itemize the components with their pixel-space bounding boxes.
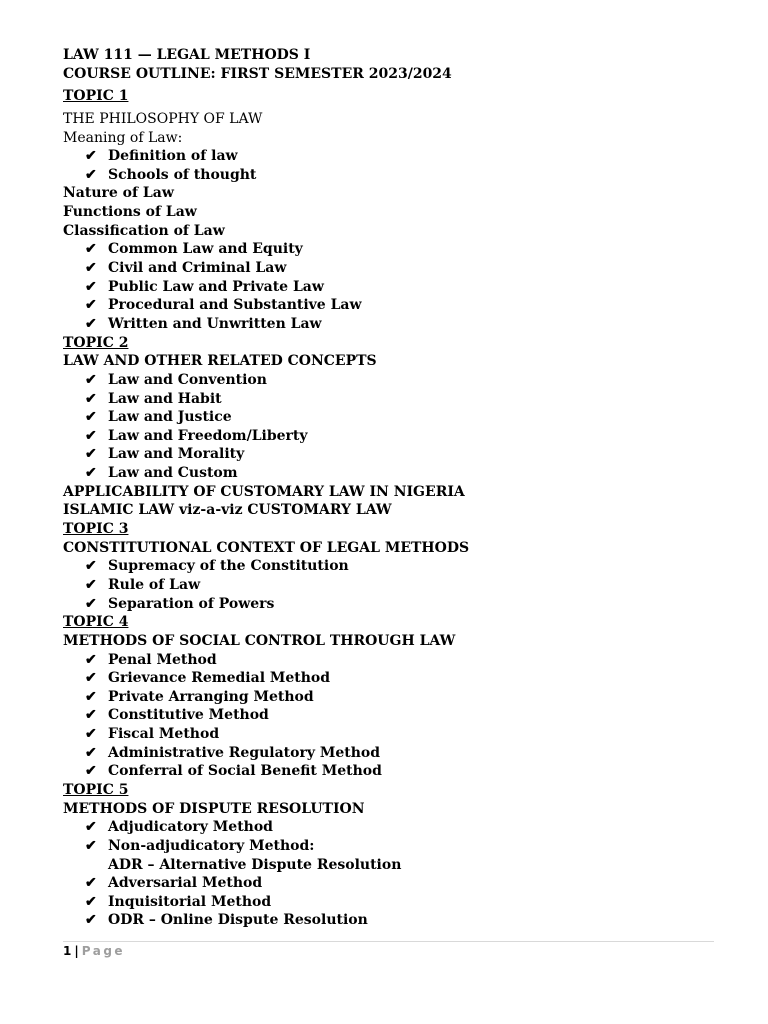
- list-item: ✔ Constitutive Method: [85, 707, 269, 724]
- page-label: Page: [81, 944, 126, 958]
- check-icon: ✔: [85, 390, 97, 407]
- list-item: ✔ Procedural and Substantive Law: [85, 297, 362, 314]
- list-item: ✔ Supremacy of the Constitution: [85, 558, 349, 575]
- topic-4-label: TOPIC 4: [63, 614, 129, 631]
- page-number: 1: [63, 944, 72, 958]
- check-icon: ✔: [85, 670, 97, 687]
- classification-list: [63, 240, 723, 333]
- check-icon: ✔: [85, 278, 97, 295]
- related-concepts-list: [63, 371, 723, 483]
- list-item: ✔ Law and Convention: [85, 371, 267, 388]
- list-item: ✔ Administrative Regulatory Method: [85, 744, 381, 761]
- list-item: ✔ Public Law and Private Law: [85, 278, 324, 295]
- check-icon: ✔: [85, 315, 97, 332]
- check-icon: ✔: [85, 595, 97, 612]
- check-icon: ✔: [85, 875, 97, 892]
- nature-of-law-heading: Nature of Law: [63, 185, 174, 202]
- check-icon: ✔: [85, 837, 97, 854]
- course-subtitle: COURSE OUTLINE: FIRST SEMESTER 2023/2024: [63, 65, 452, 82]
- meaning-of-law-heading: Meaning of Law:: [63, 129, 183, 146]
- check-icon: ✔: [85, 763, 97, 780]
- page-footer: [63, 943, 125, 959]
- list-item: ✔ Law and Custom: [85, 465, 238, 482]
- check-icon: ✔: [85, 688, 97, 705]
- check-icon: ✔: [85, 744, 97, 761]
- list-item-continuation: ADR – Alternative Dispute Resolution: [108, 856, 402, 873]
- list-item: ✔ Civil and Criminal Law: [85, 260, 287, 277]
- check-icon: ✔: [85, 297, 97, 314]
- constitutional-list: [63, 557, 723, 613]
- check-icon: ✔: [85, 912, 97, 929]
- list-item: ✔ Separation of Powers: [85, 595, 275, 612]
- list-item: ✔ Inquisitorial Method: [85, 893, 272, 910]
- list-item: ✔ Adjudicatory Method: [85, 819, 273, 836]
- list-item: ✔ Law and Morality: [85, 446, 245, 463]
- check-icon: ✔: [85, 260, 97, 277]
- list-item: ✔ Penal Method: [85, 651, 217, 668]
- list-item: ✔ Law and Justice: [85, 409, 232, 426]
- check-icon: ✔: [85, 726, 97, 743]
- list-item: ✔ Private Arranging Method: [85, 688, 314, 705]
- list-item: ✔ Law and Freedom/Liberty: [85, 427, 308, 444]
- social-control-list: [63, 651, 723, 781]
- check-icon: ✔: [85, 241, 97, 258]
- topic-1-title: THE PHILOSOPHY OF LAW: [63, 110, 263, 127]
- check-icon: ✔: [85, 409, 97, 426]
- topic-4-title: METHODS OF SOCIAL CONTROL THROUGH LAW: [63, 632, 456, 649]
- topic-3-title: CONSTITUTIONAL CONTEXT OF LEGAL METHODS: [63, 539, 470, 556]
- list-item: ✔ Schools of thought: [85, 166, 257, 183]
- list-item: ✔ Law and Habit: [85, 390, 222, 407]
- check-icon: ✔: [85, 446, 97, 463]
- topic-5-title: METHODS OF DISPUTE RESOLUTION: [63, 800, 365, 817]
- list-item: ✔ Adversarial Method: [85, 875, 263, 892]
- customary-law-heading: APPLICABILITY OF CUSTOMARY LAW IN NIGERIA: [63, 483, 465, 500]
- check-icon: ✔: [85, 651, 97, 668]
- check-icon: ✔: [85, 427, 97, 444]
- list-item: ✔ ODR – Online Dispute Resolution: [85, 912, 368, 929]
- islamic-law-heading: ISLAMIC LAW viz-a-viz CUSTOMARY LAW: [63, 502, 392, 519]
- list-item: ✔ Common Law and Equity: [85, 241, 303, 258]
- check-icon: ✔: [85, 148, 97, 165]
- check-icon: ✔: [85, 707, 97, 724]
- list-item: ✔ Conferral of Social Benefit Method: [85, 763, 382, 780]
- footer-separator: |: [74, 944, 79, 958]
- topic-3-label: TOPIC 3: [63, 521, 129, 538]
- course-outline: [63, 46, 723, 930]
- classification-of-law-heading: Classification of Law: [63, 222, 225, 239]
- check-icon: ✔: [85, 576, 97, 593]
- topic-1-label: TOPIC 1: [63, 88, 129, 105]
- meaning-list: [63, 147, 723, 184]
- topic-2-label: TOPIC 2: [63, 334, 129, 351]
- list-item: ✔ Written and Unwritten Law: [85, 315, 322, 332]
- functions-of-law-heading: Functions of Law: [63, 204, 197, 221]
- list-item: ✔ Grievance Remedial Method: [85, 670, 331, 687]
- topic-5-label: TOPIC 5: [63, 781, 129, 798]
- dispute-resolution-list: [63, 818, 723, 930]
- footer-divider: [63, 941, 714, 942]
- course-title: LAW 111 — LEGAL METHODS I: [63, 47, 311, 63]
- check-icon: ✔: [85, 465, 97, 482]
- topic-2-title: LAW AND OTHER RELATED CONCEPTS: [63, 353, 377, 370]
- list-item: ✔ Definition of law: [85, 148, 238, 165]
- check-icon: ✔: [85, 558, 97, 575]
- list-item: ✔ Rule of Law: [85, 576, 201, 593]
- check-icon: ✔: [85, 371, 97, 388]
- check-icon: ✔: [85, 893, 97, 910]
- list-item: ✔ Fiscal Method: [85, 726, 220, 743]
- check-icon: ✔: [85, 166, 97, 183]
- list-item: ✔ Non-adjudicatory Method:: [85, 837, 315, 854]
- check-icon: ✔: [85, 819, 97, 836]
